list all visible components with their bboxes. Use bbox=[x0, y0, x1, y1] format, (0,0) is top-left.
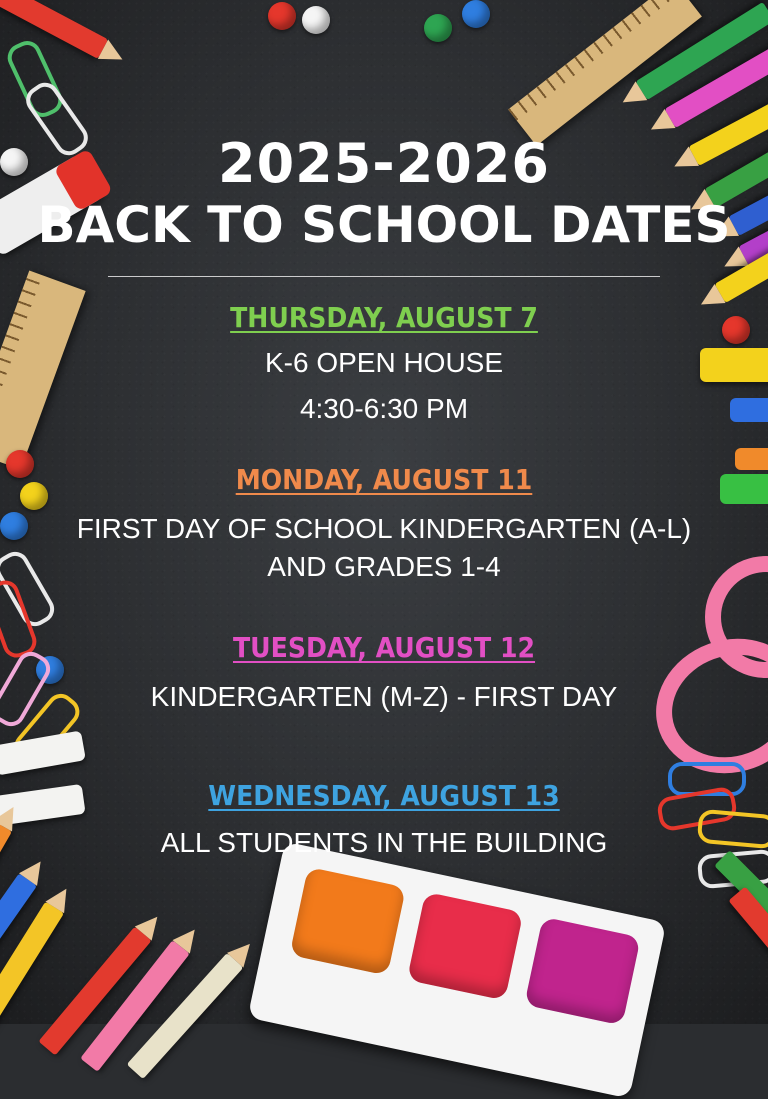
event-kindergarten bbox=[0, 628, 768, 716]
title-divider bbox=[108, 276, 660, 277]
event-line: ALL STUDENTS IN THE BUILDING bbox=[160, 827, 608, 858]
event-line: 4:30-6:30 PM bbox=[299, 393, 469, 424]
title-year: 2025-2026 bbox=[218, 132, 550, 195]
event-date: THURSDAY, AUGUST 7 bbox=[230, 301, 538, 334]
event-date: MONDAY, AUGUST 11 bbox=[235, 463, 533, 496]
event-date: TUESDAY, AUGUST 12 bbox=[232, 631, 536, 664]
event-line: AND GRADES 1-4 bbox=[267, 551, 501, 582]
event-line: K-6 OPEN HOUSE bbox=[264, 347, 504, 378]
event-date: WEDNESDAY, AUGUST 13 bbox=[208, 779, 560, 812]
event-line: KINDERGARTEN (M-Z) - FIRST DAY bbox=[150, 681, 618, 712]
event-all-students bbox=[0, 776, 768, 862]
event-line: FIRST DAY OF SCHOOL KINDERGARTEN (A-L) bbox=[76, 513, 692, 544]
event-open-house bbox=[0, 298, 768, 428]
event-first-day bbox=[0, 460, 768, 586]
title-main: BACK TO SCHOOL DATES bbox=[37, 196, 731, 254]
